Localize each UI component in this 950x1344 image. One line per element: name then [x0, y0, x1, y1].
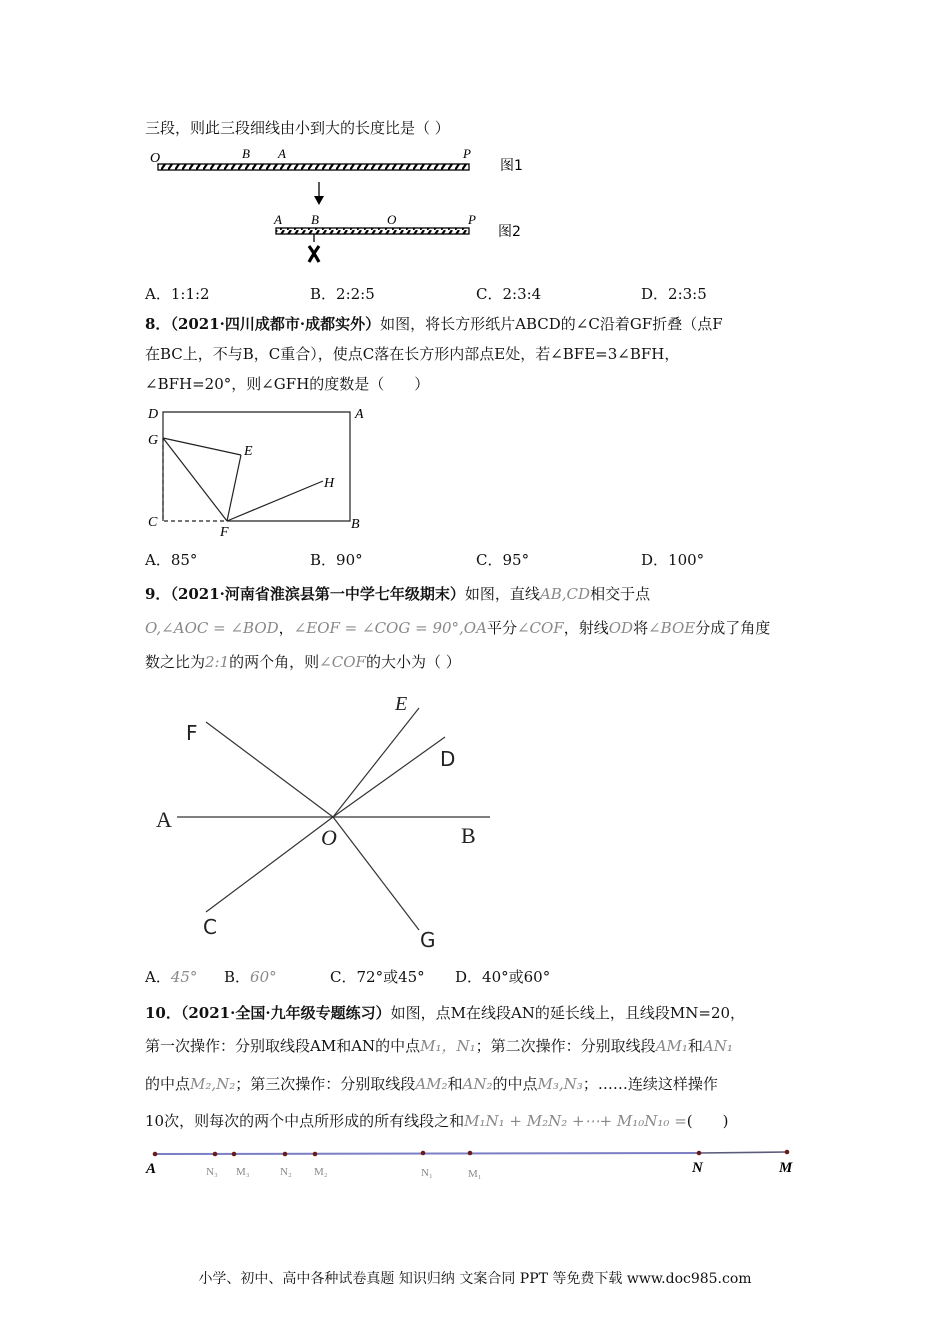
q7-option-b[interactable]: B．2:2:5 [310, 285, 375, 303]
point-M1 [468, 1151, 473, 1156]
q8-point-D: D [148, 407, 159, 422]
q8-point-G: G [148, 433, 159, 448]
label-M: M [779, 1160, 793, 1176]
q8-point-C: C [148, 515, 158, 530]
q8-option-a[interactable]: A．85° [145, 551, 198, 569]
q8-point-H: H [324, 476, 335, 491]
q9-source: （2021·河南省淮滨县第一中学七年级期末） [170, 585, 465, 603]
q8-figure [140, 400, 380, 540]
fig1-point-A: A [278, 146, 286, 161]
label-N2: N₂ [280, 1166, 292, 1178]
label-A: A [146, 1161, 157, 1177]
q8-point-B: B [351, 517, 360, 532]
q10-figure [140, 1140, 820, 1185]
point-N2 [283, 1152, 288, 1157]
page-footer: 小学、初中、高中各种试卷真题 知识归纳 文案合同 PPT 等免费下载 www.doc985.com [198, 1271, 752, 1287]
fig2-caption: 图2 [498, 224, 521, 240]
fig2-point-O: O [387, 212, 397, 227]
label-N1: N₁ [421, 1167, 433, 1179]
fig2-string [276, 228, 469, 234]
q8-line1: 8．（2021·四川成都市·成都实外）如图，将长方形纸片ABCD的∠C沿着GF折叠（点F [145, 315, 723, 333]
point-N [697, 1151, 702, 1156]
fig1-point-P: P [463, 146, 471, 161]
q9-number: 9． [145, 585, 171, 603]
q8-option-c[interactable]: C．95° [476, 551, 530, 569]
q9-option-a[interactable]: A．45° [145, 968, 198, 986]
label-M1: M₁ [468, 1168, 482, 1180]
q8-number: 8． [145, 315, 171, 333]
q7-figure [140, 140, 540, 270]
q9-line1: 9．（2021·河南省淮滨县第一中学七年级期末）如图，直线AB,CD相交于点 [145, 585, 651, 603]
fig1-point-O: O [150, 151, 161, 166]
q9-point-E: E [395, 693, 408, 715]
q9-line3: 数之比为2:1的两个角，则∠COF的大小为（ ） [145, 653, 461, 671]
q7-stem-tail: 三段，则此三段细线由小到大的长度比是（ ） [145, 119, 450, 137]
q9-point-O: O [321, 825, 337, 850]
point-M3 [232, 1152, 237, 1157]
q9-option-b[interactable]: B．60° [224, 968, 277, 986]
scissors-icon [309, 246, 319, 262]
q8-line3: ∠BFH=20°，则∠GFH的度数是（ ） [145, 375, 430, 393]
q7-option-d[interactable]: D．2:3:5 [641, 285, 707, 303]
q8-line2: 在BC上，不与B，C重合），使点C落在长方形内部点E处，若∠BFE=3∠BFH， [145, 345, 680, 363]
q10-line1: 10．（2021·全国·九年级专题练习）如图，点M在线段AN的延长线上，且线段MN=20， [145, 1004, 746, 1022]
q10-number: 10． [145, 1004, 181, 1022]
q8-option-b[interactable]: B．90° [310, 551, 363, 569]
point-M [785, 1150, 790, 1155]
q9-option-d[interactable]: D．40°或60° [455, 968, 551, 986]
q9-line2: O,∠AOC = ∠BOD，∠EOF = ∠COG = 90°,OA平分∠COF，射线OD将∠BOE分成了角度 [145, 619, 771, 637]
point-A [153, 1152, 158, 1157]
q9-point-D: D [440, 747, 456, 771]
q9-point-F: F [186, 721, 198, 745]
q10-line4: 10次，则每次的两个中点所形成的所有线段之和M₁N₁ + M₂N₂ +⋯+ M₁₀N₁₀ =( ) [145, 1112, 729, 1130]
fig2-point-B: B [311, 212, 319, 227]
q10-line2: 第一次操作：分别取线段AM和AN的中点M₁，N₁；第二次操作：分别取线段AM₁和AN₁ [145, 1037, 733, 1055]
q9-figure [140, 680, 500, 960]
q9-point-A: A [156, 807, 172, 832]
label-N3: N₃ [206, 1166, 218, 1178]
point-N1 [421, 1151, 426, 1156]
fig1-string [158, 164, 469, 170]
q8-point-F: F [220, 525, 229, 540]
q9-option-c[interactable]: C．72°或45° [330, 968, 425, 986]
fig1-caption: 图1 [500, 158, 523, 174]
point-M2 [313, 1152, 318, 1157]
label-M3: M₃ [236, 1166, 250, 1178]
fig2-point-P: P [468, 212, 476, 227]
q8-source: （2021·四川成都市·成都实外） [170, 315, 381, 333]
label-M2: M₂ [314, 1166, 328, 1178]
q10-line3: 的中点M₂,N₂；第三次操作：分别取线段AM₂和AN₂的中点M₃,N₃；……连续这样操作 [145, 1075, 718, 1093]
q10-source: （2021·全国·九年级专题练习） [180, 1004, 391, 1022]
q9-point-C: C [203, 915, 217, 939]
label-N: N [692, 1160, 703, 1176]
fig2-point-A: A [274, 212, 282, 227]
q9-point-G: G [420, 928, 436, 952]
q7-option-a[interactable]: A．1:1:2 [145, 285, 210, 303]
point-N3 [213, 1152, 218, 1157]
q8-point-E: E [244, 444, 253, 459]
q9-point-B: B [461, 823, 476, 848]
fig1-point-B: B [242, 146, 250, 161]
q8-point-A: A [355, 407, 364, 422]
q7-option-c[interactable]: C．2:3:4 [476, 285, 542, 303]
q8-option-d[interactable]: D．100° [641, 551, 705, 569]
